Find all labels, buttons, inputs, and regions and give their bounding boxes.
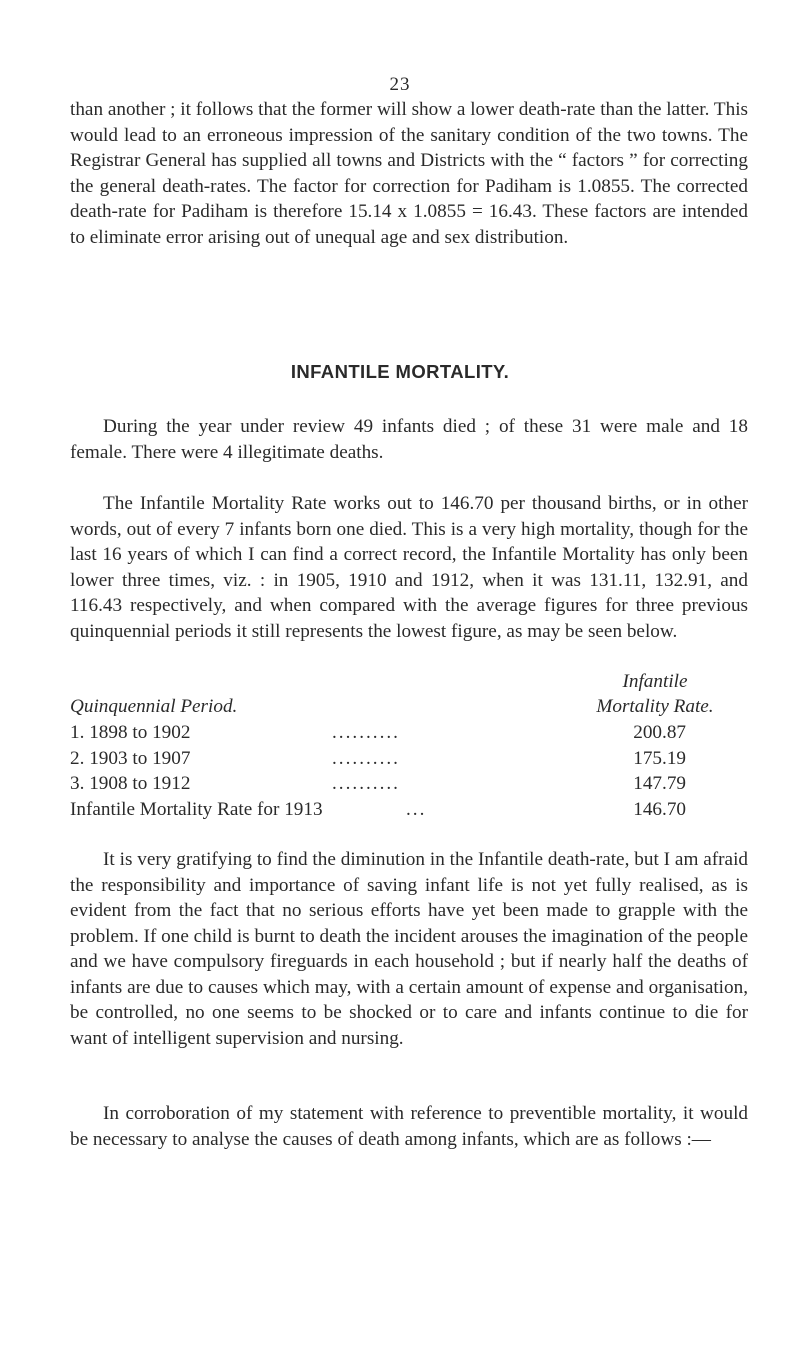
table-row	[70, 746, 752, 772]
table-row	[70, 771, 752, 797]
closing-paragraph-1: It is very gratifying to find the diminution in the Infantile death-rate, but I am afraid the responsibility and importance of saving infant life is not yet fully realised, as is evident from the fact that no serious efforts have yet been made to grapple with the problem. If one child is burnt to death the incident arouses the imagination of the people and we have compulsory fireguards in each household ; but if nearly half the deaths of infants are due to causes which may, with a certain amount of expense and organisation, be controlled, no one seems to be shocked or to care and infants continue to die for want of intelligent supervision and nursing.	[70, 849, 748, 1049]
table-header	[70, 669, 752, 720]
section-heading: INFANTILE MORTALITY.	[290, 361, 510, 382]
row-leader-dots: ..........	[332, 773, 400, 794]
row-period: 1. 1898 to 1902	[70, 722, 191, 743]
row-period: 3. 1908 to 1912	[70, 773, 191, 794]
row-leader-dots: ..........	[332, 747, 400, 769]
summary-label: Infantile Mortality Rate for 1913	[70, 798, 323, 820]
summary-rate-value: 146.70	[633, 798, 686, 820]
section-paragraph-1-block	[70, 414, 748, 465]
page-number: 23	[389, 74, 411, 95]
row-rate-value: 147.79	[633, 773, 686, 794]
row-rate-value: 200.87	[633, 722, 686, 743]
row-rate-value: 175.19	[633, 747, 686, 769]
table-summary-row	[70, 797, 752, 823]
closing-paragraph-2-block	[70, 1101, 748, 1152]
closing-paragraph-2: In corroboration of my statement with reference to preventible mortality, it would be necessary to analyse the causes of death among infants, which are as follows :—	[70, 1103, 748, 1150]
row-period: 2. 1903 to 1907	[70, 747, 191, 769]
header-rate-line-1: Infantile	[622, 671, 688, 692]
intro-paragraph-block	[70, 97, 748, 250]
section-paragraph-2: The Infantile Mortality Rate works out to 146.70 per thousand births, or in other words, out of every 7 infants born one died. This is a very high mortality, though for the last 16 years of which I can find a correct record, the Infantile Mortality has only been lower three times, viz. : in 1905, 1910 and 1912, when it was 131.11, 132.91, and 116.43 respectively, and when compared with the average figures for three previous quinquennial periods it still represents the lowest figure, as may be seen below.	[70, 493, 748, 642]
table-row	[70, 720, 752, 746]
mortality-table	[70, 669, 752, 822]
intro-paragraph: than another ; it follows that the former will show a lower death-rate than the latter. This would lead to an erroneous impression of the sanitary condition of the two towns. The Registrar General has supplied all towns and Districts with the “ factors ” for correcting the general death-rates. The factor for correction for Padiham is 1.0855. The corrected death-rate for Padiham is therefore 15.14 x 1.0855 = 16.43. These factors are intended to eliminate error arising out of unequal age and sex distribution.	[70, 99, 748, 248]
closing-paragraph-1-block	[70, 847, 748, 1051]
header-period: Quinquennial Period.	[70, 696, 238, 717]
section-paragraph-2-block	[70, 491, 748, 644]
summary-leader-dots: ...	[406, 798, 427, 820]
section-paragraph-1: During the year under review 49 infants died ; of these 31 were male and 18 female. There were 4 illegitimate deaths.	[70, 416, 748, 463]
header-rate-line-2: Mortality Rate.	[596, 696, 714, 717]
row-leader-dots: ..........	[332, 722, 400, 743]
